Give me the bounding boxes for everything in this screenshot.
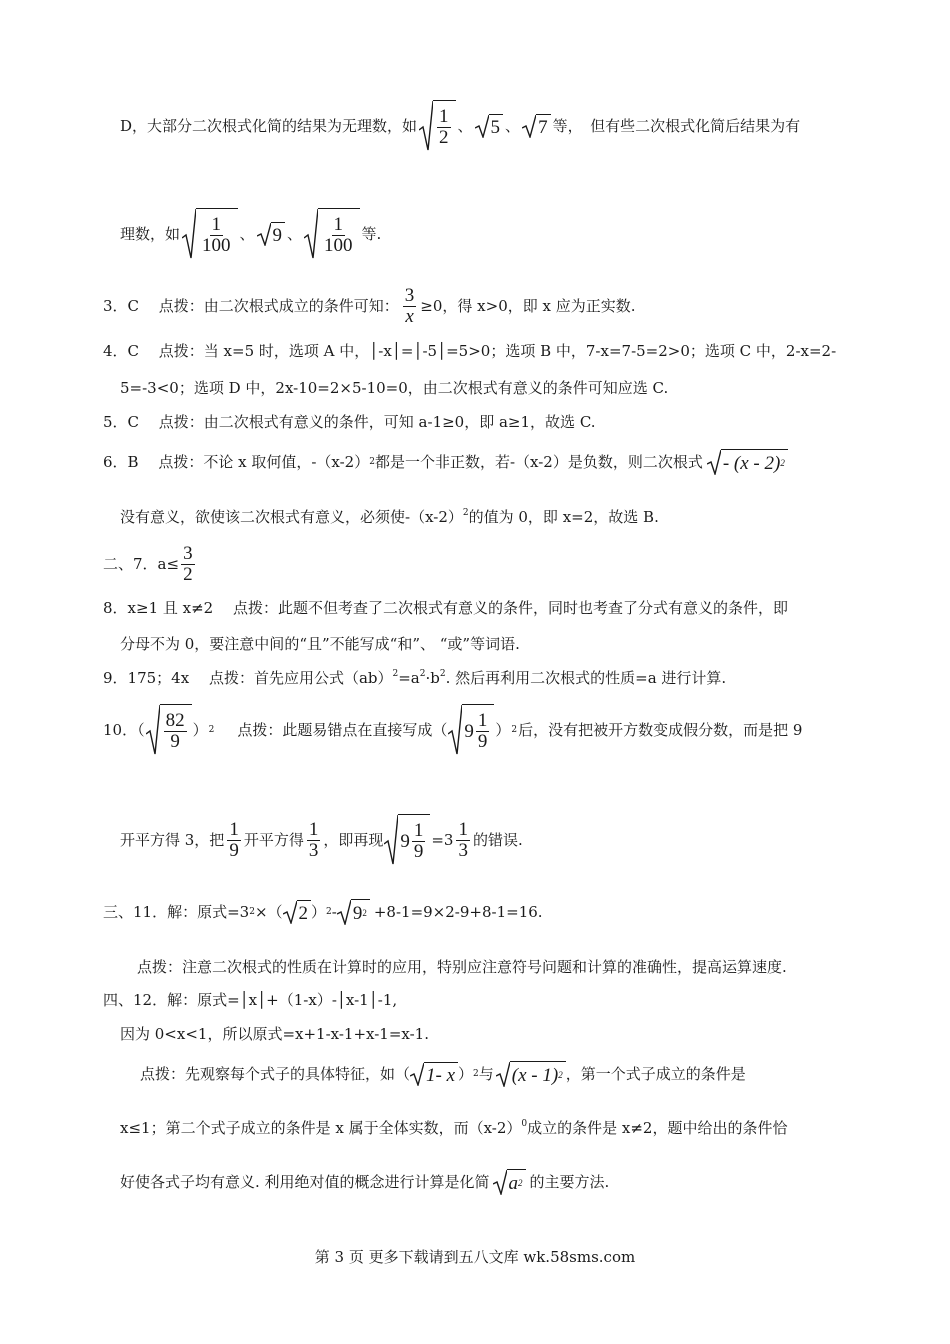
answer-7: 二、7．a≤ $\frac{3}{2}$ bbox=[103, 542, 193, 585]
sqrt-nine: 9 bbox=[257, 222, 286, 246]
sqrt-neg-square: - (x - 2) 2 bbox=[707, 449, 788, 475]
sqrt-a-squared: a 2 bbox=[493, 1169, 526, 1195]
note-12-cont-2: 好使各式子均有意义. 利用绝对值的概念进行计算是化简 a 2 的主要方法. bbox=[120, 1166, 609, 1198]
page-footer: 第 3 页 更多下载请到五八文库 wk.58sms.com bbox=[314, 1248, 636, 1266]
answer-5: 5．C 点拨：由二次根式有意义的条件，可知 a-1≥0，即 a≥1，故选 C. bbox=[103, 413, 596, 431]
note-11: 点拨：注意二次根式的性质在计算时的应用，特别应注意符号问题和计算的准确性，提高运算速度. bbox=[137, 958, 787, 976]
note-12-cont: x≤1；第二个式子成立的条件是 x 属于全体实数，而$(x-2)^0$成立的条件是 x≠2，题中给出的条件恰 bbox=[120, 1119, 788, 1137]
answer-10: 10．（ $\frac{82}{9}$ ） 2 点拨：此题易错点在直接写成（ 9 $\frac{1}{9}$ ） 2 后，没有把被开方数变成假分数，而是把 9 bbox=[103, 704, 802, 756]
sqrt-mixed-9-1-9-b: 9 $\frac{1}{9}$ bbox=[384, 814, 430, 866]
solution-11: 三、11．解：原式=3 2 ×（ 2 ） 2 - 9 2 +8-1=9×2-9+8-1=16. bbox=[103, 896, 543, 928]
sqrt-2: 2 bbox=[283, 900, 312, 924]
sqrt-x-minus-1-squared: (x - 1) 2 bbox=[496, 1061, 566, 1087]
answer-6-cont: 没有意义，欲使该二次根式有意义，必须使$-(x-2)^2$的值为 0，即 x=2，故选 B. bbox=[120, 508, 659, 526]
sqrt-hundredth-2: $\frac{1}{100}$ bbox=[304, 208, 360, 260]
sqrt-9-squared: 9 2 bbox=[337, 899, 370, 925]
sqrt-1-minus-x: 1- x bbox=[410, 1062, 458, 1086]
solution-12: 四、12．解：原式=│x│+（1-x）-│x-1│-1, bbox=[103, 991, 398, 1009]
fraction-3-2: $\frac{3}{2}$ bbox=[183, 542, 193, 585]
answer-4-cont: 5=-3<0；选项 D 中，2x-10=2×5-10=0，由二次根式有意义的条件可知应选 C. bbox=[120, 379, 669, 397]
sqrt-half: $\frac{1}{2}$ bbox=[419, 100, 456, 152]
answer-9: 9．175；4x 点拨：首先应用公式$(ab)^2=a^2\cdot b^2$. 然后再利用二次根式的性质=a 进行计算. bbox=[103, 669, 727, 687]
sqrt-seven: 7 bbox=[522, 114, 551, 138]
sqrt-five: 5 bbox=[475, 114, 504, 138]
answer-6: 6．B 点拨：不论 x 取何值，-（x-2） 2 都是一个非正数，若-（x-2）是负数，则二次根式 - (x - 2) 2 bbox=[103, 448, 788, 476]
answer-line-d: D，大部分二次根式化简的结果为无理数，如 $\frac{1}{2}$ 、 5 、 7 等， 但有些二次根式化简后结果为有 bbox=[120, 100, 800, 152]
answer-8-cont: 分母不为 0，要注意中间的“且”不能写成“和”、 “或”等词语. bbox=[120, 635, 520, 653]
sqrt-82-ninths: $\frac{82}{9}$ bbox=[146, 704, 192, 756]
answer-line-d-cont: 理数，如 $\frac{1}{100}$ 、 9 、 $\frac{1}{100}$ 等. bbox=[120, 208, 381, 260]
fraction-1-9: $\frac{1}{9}$ bbox=[229, 818, 239, 861]
answer-10-cont: 开平方得 3，把 $\frac{1}{9}$ 开平方得 $\frac{1}{3}$ ，即再现 9 $\frac{1}{9}$ =3 $\frac{1}{3}$ 的错误. bbox=[120, 814, 523, 866]
answer-4: 4．C 点拨：当 x=5 时，选项 A 中，│-x│=│-5│=5>0；选项 B 中，7-x=7-5=2>0；选项 C 中，2-x=2- bbox=[103, 342, 837, 360]
answer-8: 8．x≥1 且 x≠2 点拨：此题不但考查了二次根式有意义的条件，同时也考查了分式有意义的条件，即 bbox=[103, 599, 788, 617]
sqrt-mixed-9-1-9: 9 $\frac{1}{9}$ bbox=[448, 704, 494, 756]
solution-12-cont: 因为 0<x<1，所以原式=x+1-x-1+x-1=x-1. bbox=[120, 1025, 429, 1043]
text: D，大部分二次根式化简的结果为无理数，如 bbox=[120, 116, 418, 135]
fraction-1-3: $\frac{1}{3}$ bbox=[308, 818, 319, 861]
fraction-1-3-b: $\frac{1}{3}$ bbox=[458, 818, 468, 861]
note-12: 点拨：先观察每个式子的具体特征，如（ 1- x ） 2 与 (x - 1) 2 ，第一个式子成立的条件是 bbox=[140, 1058, 746, 1090]
answer-3: 3．C 点拨：由二次根式成立的条件可知： $\frac{3}{x}$ ≥0，得 x>0，即 x 应为正实数. bbox=[103, 284, 636, 327]
sqrt-hundredth: $\frac{1}{100}$ bbox=[182, 208, 238, 260]
fraction-3-over-x: $\frac{3}{x}$ bbox=[404, 284, 415, 327]
